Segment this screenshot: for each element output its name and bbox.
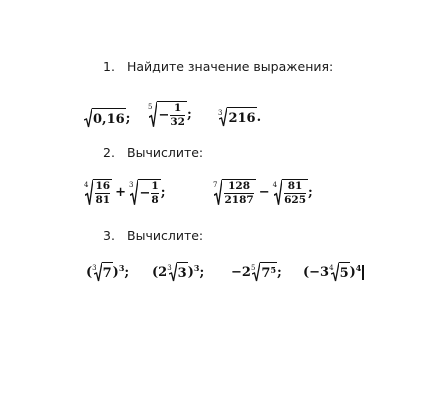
denominator: 32 xyxy=(170,115,185,128)
row3-expression-2 xyxy=(152,262,204,282)
radicand xyxy=(282,179,308,206)
plus-operator: + xyxy=(115,184,126,200)
exponent: 3 xyxy=(193,263,200,273)
radical-index: 3 xyxy=(92,264,97,272)
task-1-text: Найдите значение выражения: xyxy=(127,59,334,74)
denominator: 2187 xyxy=(224,193,254,206)
numerator: 128 xyxy=(228,179,251,192)
radical-index: 5 xyxy=(250,264,256,272)
radical xyxy=(251,262,277,282)
radicand xyxy=(260,262,277,282)
radical-index: 4 xyxy=(84,180,89,189)
task-2-text: Вычислите: xyxy=(127,145,204,160)
radical-index: 7 xyxy=(213,180,218,189)
exponent: 4 xyxy=(355,263,362,273)
radical-index: 3 xyxy=(218,109,223,117)
close-paren: ) xyxy=(112,264,119,280)
fraction xyxy=(224,181,253,206)
minus-sign: − xyxy=(139,185,151,201)
radical-index: 4 xyxy=(329,264,334,272)
radical-index: 4 xyxy=(272,180,278,189)
separator: ; xyxy=(199,264,205,280)
radical-sign-icon xyxy=(84,108,92,128)
separator: . xyxy=(256,109,262,125)
task-1-heading xyxy=(103,59,333,74)
close-paren: ) xyxy=(349,264,356,280)
radical xyxy=(92,262,113,282)
radicand xyxy=(138,179,160,206)
fraction xyxy=(151,181,158,206)
row1-expression-root5-fraction xyxy=(148,99,192,129)
fraction xyxy=(95,181,110,206)
separator: ; xyxy=(187,106,192,122)
radicand: 7 xyxy=(102,262,113,282)
task-2-number: 2. xyxy=(103,145,115,160)
separator: ; xyxy=(124,264,130,280)
task-3-text: Вычислите: xyxy=(127,228,204,243)
radical-index: 3 xyxy=(167,264,172,272)
radicand xyxy=(93,179,112,206)
separator: ; xyxy=(308,184,313,200)
separator: ; xyxy=(125,110,131,126)
text-cursor xyxy=(362,265,364,280)
radicand: 5 xyxy=(339,262,350,282)
radical xyxy=(167,262,188,282)
open-paren: ( xyxy=(86,264,93,280)
task-3-heading xyxy=(103,228,203,243)
radical xyxy=(213,179,256,206)
open-paren: (−3 xyxy=(303,264,330,280)
radical xyxy=(129,179,161,206)
radical xyxy=(273,179,308,206)
minus-sign: − xyxy=(158,107,170,123)
radical xyxy=(84,179,112,206)
row2-expression-sum xyxy=(84,176,166,208)
task-1-number: 1. xyxy=(103,59,115,74)
radicand xyxy=(222,179,255,206)
row3-expression-4 xyxy=(303,262,364,282)
radical-index: 3 xyxy=(129,180,134,189)
radicand: 3 xyxy=(177,262,188,282)
separator: ; xyxy=(160,184,166,200)
denominator: 625 xyxy=(284,193,306,206)
task-3-number: 3. xyxy=(103,228,115,243)
row1-expression-cbrt-216 xyxy=(218,107,261,127)
denominator: 8 xyxy=(151,193,159,206)
numerator: 1 xyxy=(151,179,159,192)
numerator: 16 xyxy=(95,179,111,192)
task-2-heading xyxy=(103,145,203,160)
radical xyxy=(218,107,257,127)
numerator: 1 xyxy=(174,101,182,114)
radicand: 0,16 xyxy=(92,108,126,128)
radicand xyxy=(157,101,187,128)
radical-index: 5 xyxy=(148,102,153,111)
row1-expression-sqrt-016 xyxy=(84,107,130,129)
radical xyxy=(148,101,187,128)
radical xyxy=(329,262,350,282)
exponent: 3 xyxy=(118,263,125,273)
separator: ; xyxy=(277,264,282,280)
radicand: 216 xyxy=(227,107,256,127)
fraction xyxy=(284,181,306,206)
row2-expression-difference xyxy=(213,176,313,208)
close-paren: ) xyxy=(187,264,194,280)
row3-expression-1 xyxy=(86,262,129,282)
open-paren: (2 xyxy=(152,264,168,280)
row3-expression-3 xyxy=(231,262,282,282)
fraction xyxy=(170,103,185,128)
radical xyxy=(84,108,126,128)
coefficient: −2 xyxy=(231,264,251,280)
radicand-base: 7 xyxy=(261,265,271,281)
numerator: 81 xyxy=(287,179,303,192)
radicand-exponent: 5 xyxy=(270,265,277,275)
minus-operator: − xyxy=(258,184,270,200)
denominator: 81 xyxy=(95,193,111,206)
